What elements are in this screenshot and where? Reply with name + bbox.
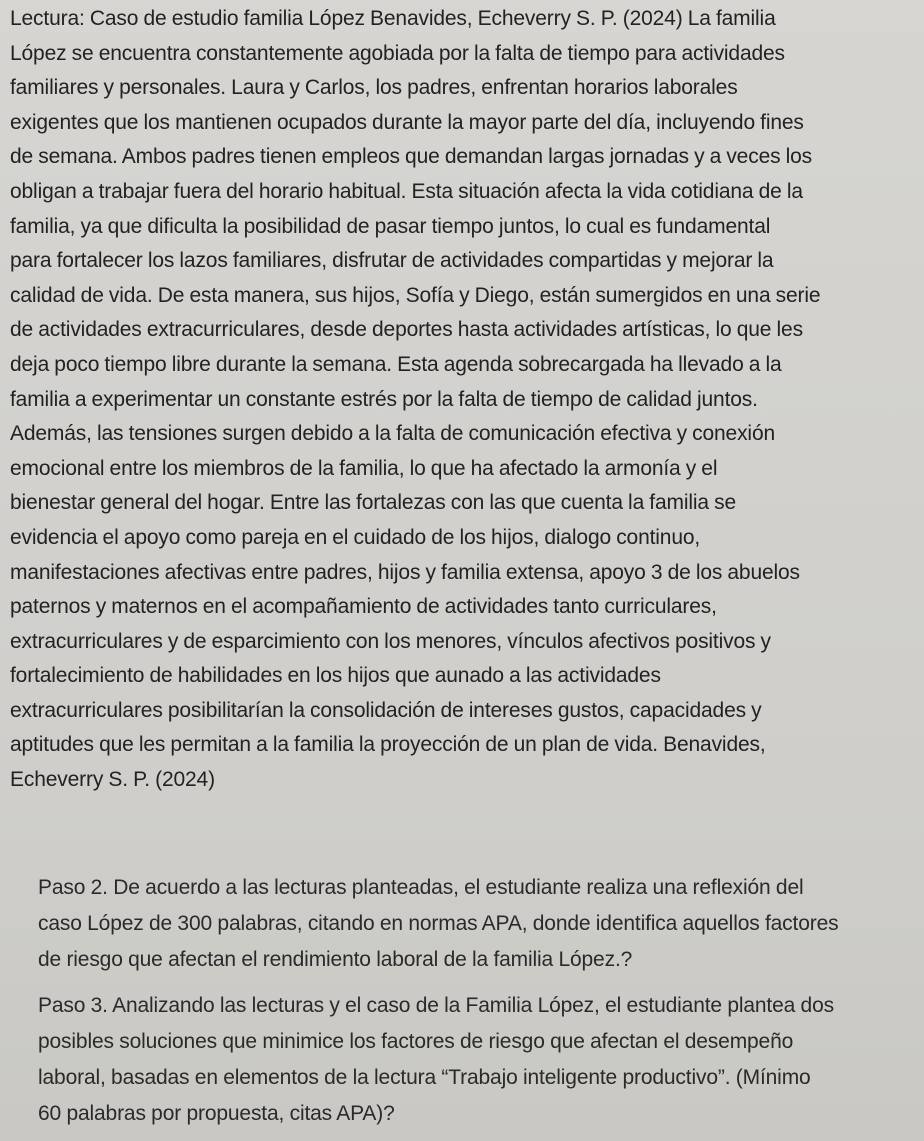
step-2-line: de riesgo que afectan el rendimiento laboral de la familia López.?: [38, 948, 633, 971]
reading-line: Lectura: Caso de estudio familia López Benavides, Echeverry S. P. (2024) La familia: [10, 7, 776, 30]
reading-line: Además, las tensiones surgen debido a la falta de comunicación efectiva y conexión: [10, 422, 776, 446]
reading-line: extracurriculares y de esparcimiento con los menores, vínculos afectivos positivos y: [10, 629, 771, 653]
reading-line: para fortalecer los lazos familiares, disfrutar de actividades compartidas y mejorar la: [10, 249, 774, 273]
reading-line: emocional entre los miembros de la familia, lo que ha afectado la armonía y el: [10, 456, 718, 480]
reading-line: exigentes que los mantienen ocupados durante la mayor parte del día, incluyendo fines: [10, 110, 804, 134]
reading-line: familia a experimentar un constante estrés por la falta de tiempo de calidad juntos.: [10, 387, 758, 411]
reading-line: de actividades extracurriculares, desde deportes hasta actividades artísticas, lo que les: [10, 318, 803, 342]
step-3-line: Paso 3. Analizando las lecturas y el caso de la Familia López, el estudiante plantea dos: [38, 994, 834, 1017]
reading-line: extracurriculares posibilitarían la consolidación de intereses gustos, capacidades y: [10, 698, 762, 722]
reading-line: deja poco tiempo libre durante la semana. Esta agenda sobrecargada ha llevado a la: [10, 352, 782, 376]
step-2-line: caso López de 300 palabras, citando en normas APA, donde identifica aquellos factores: [38, 912, 839, 935]
reading-line: evidencia el apoyo como pareja en el cuidado de los hijos, dialogo continuo,: [10, 525, 701, 549]
reading-line: bienestar general del hogar. Entre las fortalezas con las que cuenta la familia se: [10, 491, 736, 515]
reading-line: López se encuentra constantemente agobiada por la falta de tiempo para actividades: [10, 41, 785, 65]
reading-line: aptitudes que les permitan a la familia la proyección de un plan de vida. Benavides,: [10, 733, 766, 757]
reading-line: de semana. Ambos padres tienen empleos que demandan largas jornadas y a veces los: [10, 145, 813, 169]
reading-line: fortalecimiento de habilidades en los hijos que aunado a las actividades: [10, 664, 661, 688]
step-2-question: [38, 870, 908, 978]
step-3-line: posibles soluciones que minimice los factores de riesgo que afectan el desempeño: [38, 1030, 794, 1053]
reading-line: Echeverry S. P. (2024): [10, 768, 215, 792]
reading-line: obligan a trabajar fuera del horario habitual. Esta situación afecta la vida cotidiana de la: [10, 179, 803, 203]
reading-line: familiares y personales. Laura y Carlos, los padres, enfrentan horarios laborales: [10, 76, 738, 100]
reading-line: paternos y maternos en el acompañamiento de actividades tanto curriculares,: [10, 595, 717, 619]
step-3-line: 60 palabras por propuesta, citas APA)?: [38, 1102, 395, 1125]
reading-line: calidad de vida. De esta manera, sus hijos, Sofía y Diego, están sumergidos en una serie: [10, 283, 821, 307]
step-3-question: [38, 988, 908, 1132]
reading-paragraph: [10, 2, 915, 798]
reading-line: manifestaciones afectivas entre padres, hijos y familia extensa, apoyo 3 de los abuelos: [10, 560, 800, 584]
step-2-line: Paso 2. De acuerdo a las lecturas planteadas, el estudiante realiza una reflexión del: [38, 876, 804, 899]
step-3-line: laboral, basadas en elementos de la lectura “Trabajo inteligente productivo”. (Mínimo: [38, 1066, 811, 1089]
reading-line: familia, ya que dificulta la posibilidad de pasar tiempo juntos, lo cual es fundamental: [10, 214, 771, 238]
